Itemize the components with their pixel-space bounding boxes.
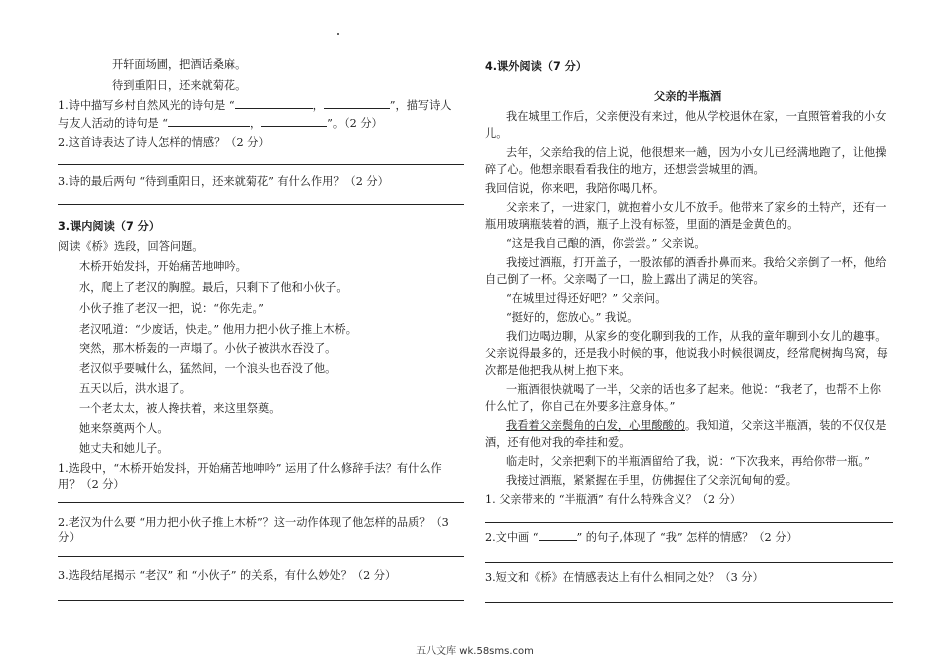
poem-question-2: 2.这首诗表达了诗人怎样的情感？（2 分） [58,136,270,149]
answer-line[interactable] [485,562,893,563]
answer-blank[interactable] [539,530,577,541]
q1-text-c: ”，描写诗人 [389,99,452,112]
q1-text-e: ， [249,117,262,130]
q1-text-f: ”。（2 分） [327,117,383,130]
passage-line: 木桥开始发抖，开始痛苦地呻吟。 [79,260,247,273]
q2-text-a: 2.文中画 “ [485,531,539,544]
article-line: 什么忙了，你自己在外要多注意身体。” [485,400,676,413]
reading-question-1-line-2: 用？（2 分） [58,478,125,491]
q2-text-b: ” 的句子,体现了 “我” 怎样的情感？（2 分） [576,531,798,544]
article-line: 瓶用玻璃瓶装着的酒，瓶子上没有标签，里面的酒是金黄色的。 [485,218,799,231]
article-line: 我回信说，你来吧，我陪你喝几杯。 [485,182,665,195]
poem-question-3: 3.诗的最后两句 “待到重阳日，还来就菊花” 有什么作用？（2 分） [58,175,389,188]
footer-watermark: 五八文库 wk.58sms.com [416,646,534,657]
reading-question-2-line-2: 分） [58,531,81,544]
article-text: 。我知道，父亲这半瓶酒，装的不仅仅是 [685,419,887,432]
article-line: 儿。 [485,127,508,140]
article-question-1: 1. 父亲带来的 “半瓶酒” 有什么特殊含义？（2 分） [485,493,742,506]
reading-question-2-line-1: 2.老汉为什么要 “用力把小伙子推上木桥”？这一动作体现了他怎样的品质？（3 [58,516,449,529]
underlined-sentence: 我看着父亲鬓角的白发，心里酸酸的 [506,419,686,432]
answer-blank[interactable] [324,98,390,109]
passage-line: 她来祭奠两个人。 [79,422,169,435]
article-line: 碎了心。他想亲眼看看我住的地方，还想尝尝城里的酒。 [485,163,765,176]
answer-line[interactable] [58,502,464,503]
answer-blank[interactable] [261,116,327,127]
reading-intro: 阅读《桥》选段，回答问题。 [58,240,204,253]
poem-line-2: 待到重阳日，还来就菊花。 [112,79,247,92]
poem-question-1-line-2 [58,116,383,131]
article-line-underlined [506,419,886,433]
article-line: “这是我自己酿的酒，你尝尝。” 父亲说。 [506,237,706,250]
answer-line[interactable] [58,556,464,557]
answer-line[interactable] [58,164,464,165]
answer-line[interactable] [485,602,893,603]
q1-text-d: 与友人活动的诗句是 “ [58,117,168,130]
answer-line[interactable] [485,522,893,523]
article-line: 自己倒了一杯。父亲喝了一口，脸上露出了满足的笑容。 [485,273,765,286]
passage-line: 她丈夫和她儿子。 [79,442,169,455]
answer-line[interactable] [58,600,464,601]
passage-line: 一个老太太，被人搀扶着，来这里祭奠。 [79,402,281,415]
q1-text-a: 1.诗中描写乡村自然风光的诗句是 “ [58,99,235,112]
article-line: 临走时，父亲把剩下的半瓶酒留给了我，说：“下次我来，再给你带一瓶。” [506,455,870,468]
poem-line-1: 开轩面场圃，把酒话桑麻。 [112,58,247,71]
answer-line[interactable] [58,204,464,205]
article-line: “挺好的，您放心。” 我说。 [506,311,639,324]
reading-question-1-line-1: 1.选段中，“木桥开始发抖，开始痛苦地呻吟” 运用了什么修辞手法？有什么作 [58,462,442,475]
article-line: “在城里过得还好吧？” 父亲问。 [506,292,667,305]
poem-question-1-line-1 [58,98,451,113]
stray-dot [337,33,339,35]
article-line: 我接过酒瓶，打开盖子，一股浓郁的酒香扑鼻而来。我给父亲倒了一杯，他给 [506,256,887,269]
article-line: 我在城里工作后，父亲便没有来过，他从学校退休在家，一直照管着我的小女 [506,110,887,123]
article-line: 去年，父亲给我的信上说，他很想来一趟，因为小女儿已经满地跑了，让他操 [506,146,887,159]
article-line: 我接过酒瓶，紧紧握在手里，仿佛握住了父亲沉甸甸的爱。 [506,474,797,487]
passage-line: 小伙子推了老汉一把，说：“你先走。” [79,302,264,315]
article-line: 我们边喝边聊，从家乡的变化聊到我的工作，从我的童年聊到小女儿的趣事。 [506,330,887,343]
passage-line: 老汉似乎要喊什么，猛然间，一个浪头也吞没了他。 [79,362,337,375]
q1-text-b: ， [312,99,324,112]
article-line: 一瓶酒很快就喝了一半，父亲的话也多了起来。他说：“我老了，也帮不上你 [506,383,881,396]
passage-line: 老汉吼道：“少废话，快走。” 他用力把小伙子推上木桥。 [79,323,357,336]
article-title: 父亲的半瓶酒 [654,90,722,103]
answer-blank[interactable] [235,98,313,109]
passage-line: 五天以后，洪水退了。 [79,382,191,395]
article-line: 酒，还有他对我的牵挂和爱。 [485,436,631,449]
passage-line: 突然，那木桥轰的一声塌了。小伙子被洪水吞没了。 [79,342,337,355]
article-question-2 [485,530,798,545]
section-4-title: 4.课外阅读（7 分） [485,60,588,73]
article-line: 父亲来了，一进家门，就抱着小女儿不放手。他带来了家乡的土特产，还有一 [506,201,887,214]
answer-blank[interactable] [168,116,250,127]
article-line: 次都是他把我从树上抱下来。 [485,364,631,377]
reading-question-3: 3.选段结尾揭示 “老汉” 和 “小伙子” 的关系，有什么妙处？（2 分） [58,569,397,582]
article-line: 父亲说得最多的，还是我小时候的事，他说我小时候很调皮，经常爬树掏鸟窝，每 [485,347,888,360]
article-question-3: 3.短文和《桥》在情感表达上有什么相同之处？（3 分） [485,571,764,584]
passage-line: 水，爬上了老汉的胸膛。最后，只剩下了他和小伙子。 [79,281,348,294]
section-3-title: 3.课内阅读（7 分） [58,220,161,233]
